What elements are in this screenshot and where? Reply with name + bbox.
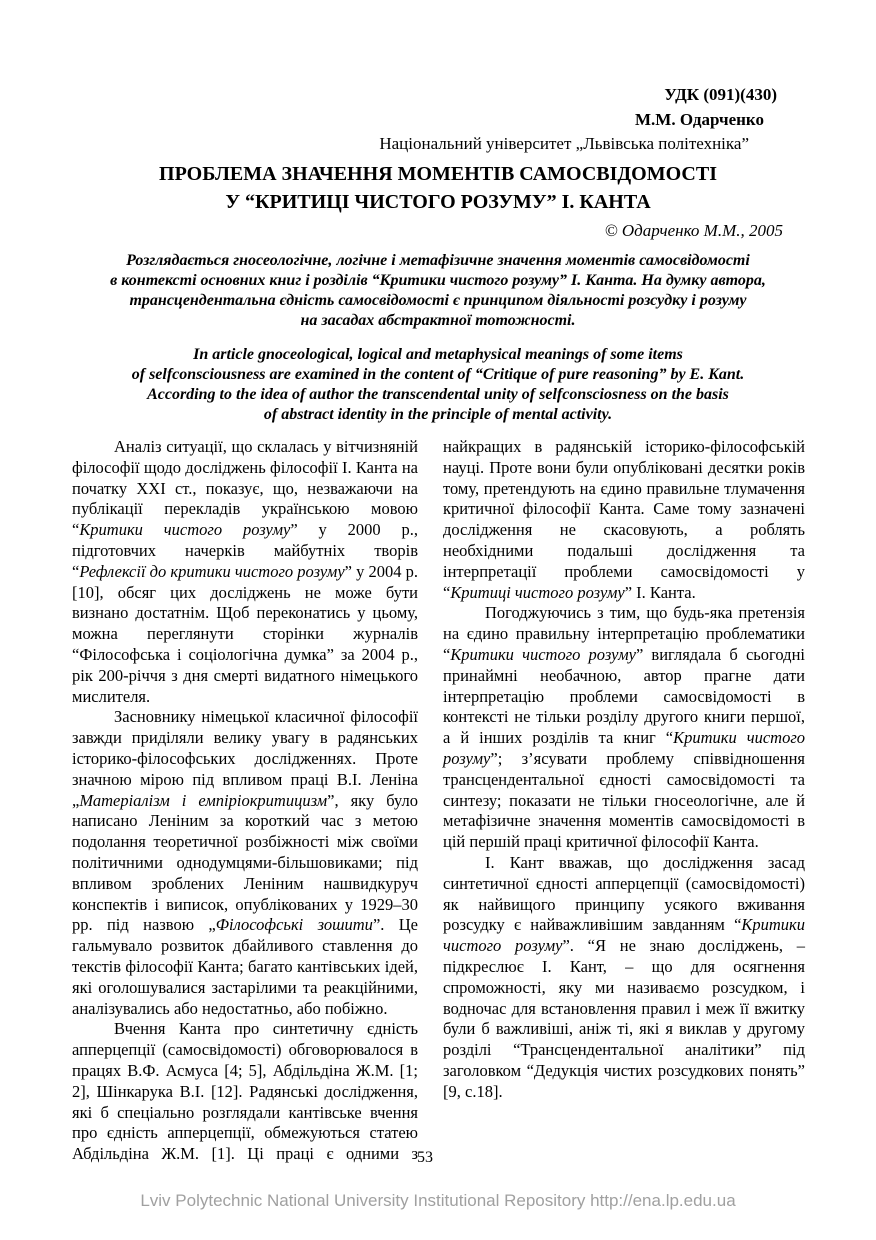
cited-work-title: Критики чистого розуму (79, 520, 291, 540)
text-line: of selfconsciousness are examined in the content of “Critique of pure reasoning” by E. Kant. (131, 366, 745, 383)
body-text: Засновнику німецької класичної філософії завжди приділяли велику увагу в радянських історико-філософських дослідженнях. Проте значною мірою під впливом праці В.І. Леніна „ (72, 707, 418, 810)
abstract-ukrainian (0, 251, 876, 331)
paragraph (72, 437, 418, 707)
body-text: ”. Це гальмувало розвиток дбайливого ставлення до текстів філософії Канта; багато кантівських ідей, які оголошувалися застарілими та реакційними, аналізувались або недостатньо, або побіжно. (72, 915, 418, 1018)
copyright-line: © Одарченко М.М., 2005 (604, 221, 783, 240)
cited-work-title: Матеріалізм і емпіріокритицизм (79, 790, 328, 810)
body-text: ” у 2000 р., підготовчих начерків майбутніх творів “ (72, 520, 418, 581)
cited-work-title: Критики чистого розуму (450, 644, 636, 664)
paper-title (0, 160, 876, 216)
paragraph (443, 853, 805, 1103)
body-column-left (72, 437, 418, 1165)
text-line: на засадах абстрактної тотожності. (300, 312, 576, 329)
body-column-right (443, 437, 805, 1165)
cited-work-title: Критики чистого розуму (443, 915, 805, 956)
cited-work-title: Філософські зошити (215, 915, 373, 935)
abstract-english (0, 345, 876, 425)
body-columns (72, 437, 805, 1165)
body-text: ”. “Я не знаю досліджень, – підкреслює І. Кант, – що для осягнення спроможності, яку ми називаємо розсудком, і водночас для встановлення правил і меж її вжитку були б важливіші, аніж ті, які я виклав у другому розділі “Трансцендентальної аналітики” під заголовком “Дедукція чистих розсудкових понять” [9, с.18]. (443, 936, 805, 1101)
cited-work-title: Критиці чистого розуму (450, 582, 625, 602)
body-text: ”, яку було написано Леніним за короткий час з метою подолання теоретичної розбіжності між своїми політичними однодумцями-більшовиками; під впливом зроблених Леніним нашвидкуруч конспектів і виписок, опублікованих у 1929–30 рр. під назвою „ (72, 790, 418, 935)
body-text: ” виглядала б сьогодні принаймні необачною, автор прагне дати інтерпретацію проблеми самосвідомості в контексті не тільки розділу другого книги першої, а й інших розділів та книг “ (443, 644, 805, 748)
body-text: ”; з’ясувати проблему співвідношення трансцендентальної єдності самосвідомості та синтезу; показати не тільки гносеологічне, але й метафізичне значення моментів самосвідомості в цій першій праці критичної філософії Канта. (443, 748, 805, 852)
paragraph (72, 707, 418, 1019)
udc-code: УДК (091)(430) (664, 85, 777, 104)
paragraph (72, 1019, 418, 1165)
text-line: According to the idea of author the transcendental unity of selfconsciosness on the basis (147, 386, 729, 403)
body-text: ” у 2004 р. [10], обсяг цих досліджень не може бути визнано достатнім. Щоб переконатись у цьому, можна переглянути сторінки журналів “Філософська і соціологічна думка” за 2004 р., рік 200-річчя з дня смерті видатного німецького мислителя. (72, 561, 418, 706)
page-number: 53 (417, 1149, 433, 1166)
text-line: of abstract identity in the principle of mental activity. (263, 406, 613, 423)
text-line: трансцендентальна єдність самосвідомості є принципом діяльності розсудку і розуму (129, 292, 747, 309)
text-line: Розглядається гносеологічне, логічне і метафізичне значення моментів самосвідомості (126, 252, 750, 269)
text-line: ПРОБЛЕМА ЗНАЧЕННЯ МОМЕНТІВ САМОСВІДОМОСТІ (159, 163, 717, 185)
text-line: в контексті основних книг і розділів “Критики чистого розуму” І. Канта. На думку автора, (110, 272, 766, 289)
cited-work-title: Рефлексії до критики чистого розуму (79, 561, 345, 581)
text-line: In article gnoceological, logical and metaphysical meanings of some items (193, 346, 683, 363)
body-text: Вчення Канта про синтетичну єдність апперцепції (самосвідомості) обговорювалося в працях В.Ф. Асмуса [4; 5], Абдільдіна Ж.М. [1; 2], Шінкарука В.І. [12]. Радянські дослідження, які б спеціально розглядали кантівське вчення про єдність апперцепції, обмежуються статею Абдільдіна Ж.М. [1]. Ці праці є одними з (72, 1019, 418, 1164)
body-text: ” І. Канта. (624, 582, 696, 602)
author-affiliation: Національний університет „Львівська політехніка” (379, 134, 749, 153)
repository-footer: Lviv Polytechnic National University Institutional Repository http://ena.lp.edu.ua (140, 1191, 736, 1210)
cited-work-title: Критики чистого розуму (443, 728, 806, 768)
body-text: Аналіз ситуації, що склалась у вітчизняній філософії щодо досліджень філософії І. Канта на початку XXI ст., показує, що, незважаючи на публікації перекладів українською мовою “ (72, 437, 418, 540)
author-name: М.М. Одарченко (635, 110, 764, 129)
body-text: найкращих в радянській історико-філософській науці. Проте вони були опубліковані десятки років тому, претендують на єдино правильне тлумачення критичної філософії Канта. Саме тому зазначені дослідження не скасовують, а роблять необхідними подальші дослідження та інтерпретації проблеми самосвідомості у “ (443, 437, 805, 602)
paragraph (443, 437, 805, 603)
body-text: І. Кант вважав, що дослідження засад синтетичної єдності апперцепції (самосвідомості) як найвищого принципу усякого вживання розсудку є найважливішим завданням “ (443, 852, 805, 935)
paragraph (443, 603, 805, 853)
body-text: Погоджуючись з тим, що будь-яка претензія на єдино правильну інтерпретацію проблематики “ (443, 603, 805, 664)
text-line: У “КРИТИЦІ ЧИСТОГО РОЗУМУ” І. КАНТА (225, 191, 651, 213)
